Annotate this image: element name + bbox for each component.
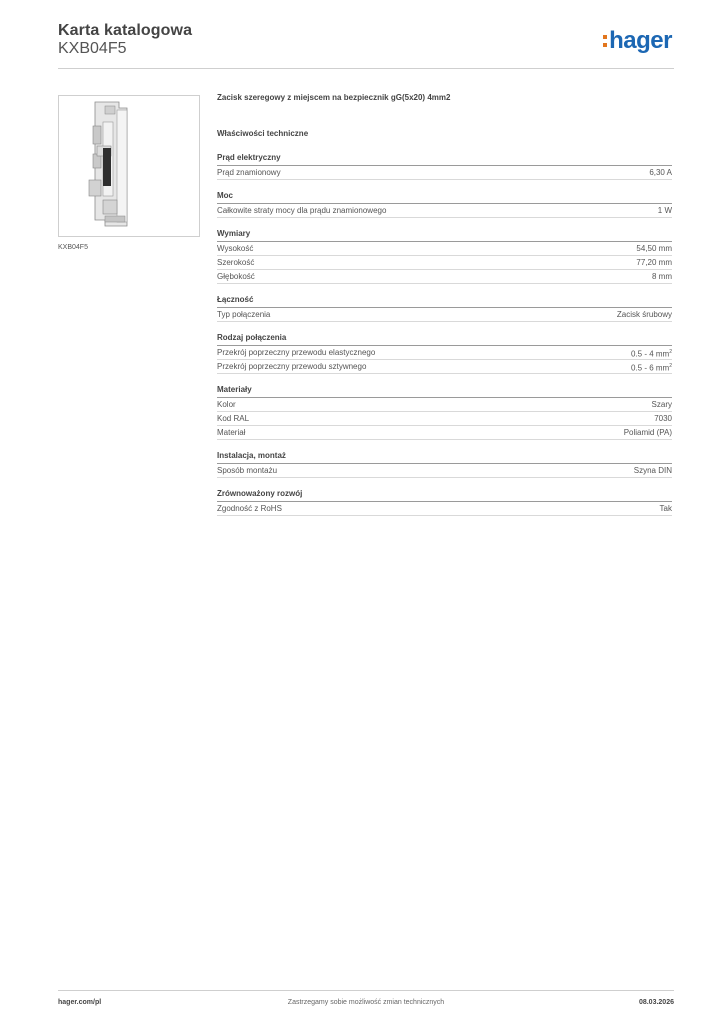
footer-disclaimer: Zastrzegamy sobie możliwość zmian technicznych — [287, 999, 445, 1006]
spec-label: Kolor — [217, 400, 236, 409]
page-header — [58, 20, 674, 69]
logo-wordmark: hager — [609, 27, 672, 54]
group-title: Materiały — [217, 385, 672, 398]
group-title: Łączność — [217, 295, 672, 308]
technical-specs — [217, 93, 672, 516]
spec-group-sustainability — [217, 489, 672, 516]
product-description: Zacisk szeregowy z miejscem na bezpiecznik gG(5x20) 4mm2 — [217, 93, 451, 102]
website-link[interactable]: hager.com/pl — [58, 999, 102, 1006]
spec-label: Sposób montażu — [217, 466, 278, 475]
spec-value-text: 0.5 - 6 mm — [630, 363, 670, 373]
spec-group-current — [217, 153, 672, 180]
spec-value: 7030 — [654, 414, 672, 423]
group-title: Moc — [217, 191, 672, 204]
spec-label: Całkowite straty mocy dla prądu znamionowego — [217, 206, 387, 215]
spec-row — [217, 166, 672, 180]
footer-date: 08.03.2026 — [638, 999, 674, 1006]
spec-value: Zacisk śrubowy — [616, 310, 672, 319]
spec-row — [217, 270, 672, 284]
spec-value: Szyna DIN — [633, 466, 672, 475]
logo-dots-icon — [603, 33, 607, 49]
spec-row — [217, 426, 672, 440]
spec-row — [217, 502, 672, 516]
superscript: 2 — [669, 363, 672, 369]
group-title: Rodzaj połączenia — [217, 333, 672, 346]
spec-row — [217, 412, 672, 426]
spec-group-installation — [217, 451, 672, 478]
spec-value: 54,50 mm — [636, 244, 672, 253]
hager-logo — [603, 28, 672, 54]
spec-row — [217, 346, 672, 360]
spec-label: Szerokość — [217, 258, 255, 267]
spec-value — [631, 360, 672, 373]
spec-row — [217, 256, 672, 270]
spec-value: 77,20 mm — [636, 258, 672, 267]
spec-row — [217, 242, 672, 256]
group-title: Prąd elektryczny — [217, 153, 672, 166]
spec-label: Przekrój poprzeczny przewodu elastycznego — [217, 348, 376, 357]
spec-group-connectivity — [217, 295, 672, 322]
spec-value: 1 W — [657, 206, 672, 215]
section-title: Właściwości techniczne — [217, 129, 309, 138]
spec-label: Zgodność z RoHS — [217, 504, 282, 513]
spec-group-connection-type — [217, 333, 672, 374]
spec-value: Poliamid (PA) — [623, 428, 672, 437]
din-rail-terminal-block-icon — [59, 96, 199, 236]
group-title: Instalacja, montaż — [217, 451, 672, 464]
product-code: KXB04F5 — [58, 40, 127, 57]
product-image — [58, 95, 200, 237]
spec-value-text: 0.5 - 4 mm — [630, 349, 670, 359]
spec-label: Typ połączenia — [217, 310, 271, 319]
spec-group-dimensions — [217, 229, 672, 284]
group-title: Zrównoważony rozwój — [217, 489, 672, 502]
spec-value: 6,30 A — [649, 168, 672, 177]
spec-label: Prąd znamionowy — [217, 168, 281, 177]
spec-group-materials — [217, 385, 672, 440]
spec-label: Wysokość — [217, 244, 254, 253]
spec-value: 8 mm — [652, 272, 672, 281]
spec-value: Szary — [651, 400, 672, 409]
spec-row — [217, 204, 672, 218]
spec-group-power — [217, 191, 672, 218]
spec-label: Przekrój poprzeczny przewodu sztywnego — [217, 362, 367, 371]
image-caption: KXB04F5 — [58, 244, 88, 251]
spec-value — [631, 346, 672, 359]
page-footer — [58, 990, 674, 1011]
spec-row — [217, 464, 672, 478]
spec-row — [217, 398, 672, 412]
spec-row — [217, 308, 672, 322]
spec-value: Tak — [659, 504, 672, 513]
document-title: Karta katalogowa — [58, 22, 193, 39]
spec-label: Kod RAL — [217, 414, 250, 423]
group-title: Wymiary — [217, 229, 672, 242]
spec-row — [217, 360, 672, 374]
spec-label: Głębokość — [217, 272, 255, 281]
spec-label: Materiał — [217, 428, 246, 437]
superscript: 2 — [669, 349, 672, 355]
